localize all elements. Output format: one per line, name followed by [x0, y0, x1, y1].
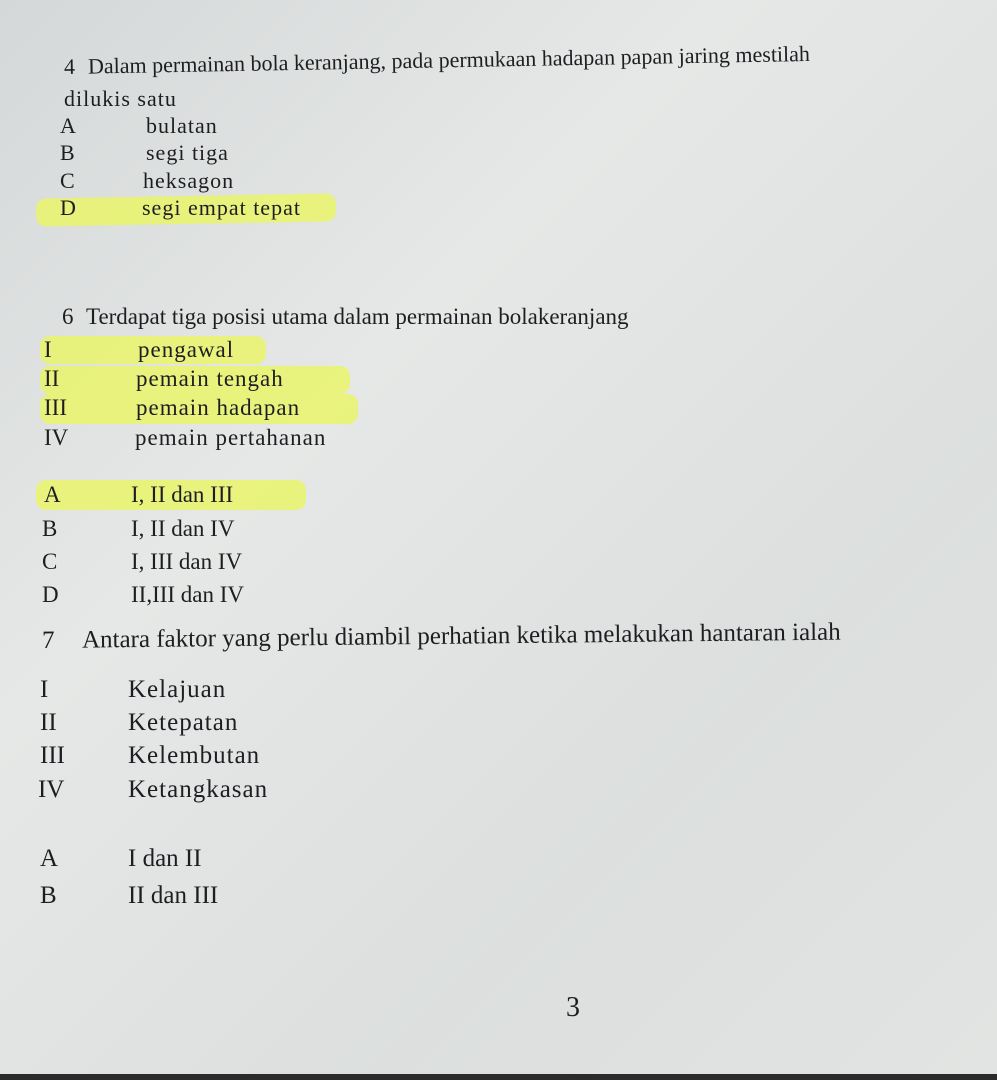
- q7-number: 7: [41, 626, 55, 654]
- q6-stem: [62, 304, 629, 330]
- q4-stem-text: Dalam permainan bola keranjang, pada permukaan hadapan papan jaring mestilah: [87, 40, 811, 79]
- exam-page: 4 Dalam permainan bola keranjang, pada permukaan hadapan papan jaring mestilah dilukis satu A bulatan B segi tiga C heksagon D segi empat tepat 6 Terdapat tiga posisi utama dalam permainan bolakeranjang I pengawal II pemain tengah III pemain hadapan IV pemain pertahanan A I, II dan III B I, II dan IV C I, III dan IV D II,III dan IV 7 Antara faktor yang perlu diambil perhatian ketika melakukan hantaran ialah I Kelajuan II Ketepatan III Kelembutan IV Ketangkasan A I dan II B II dan III 3: [0, 0, 997, 1080]
- q7-stem: [42, 619, 841, 655]
- q4-stem-line1: [64, 41, 810, 80]
- q6-number: 6: [62, 304, 74, 329]
- q7-stem-text: Antara faktor yang perlu diambil perhatian ketika melakukan hantaran ialah: [81, 618, 841, 654]
- q4-number: 4: [63, 53, 76, 79]
- page-number: 3: [566, 992, 580, 1023]
- q6-stem-text: Terdapat tiga posisi utama dalam permainan bolakeranjang: [86, 304, 629, 329]
- q4-stem-line2: dilukis satu: [64, 86, 177, 111]
- page-bottom-edge: [0, 1074, 997, 1080]
